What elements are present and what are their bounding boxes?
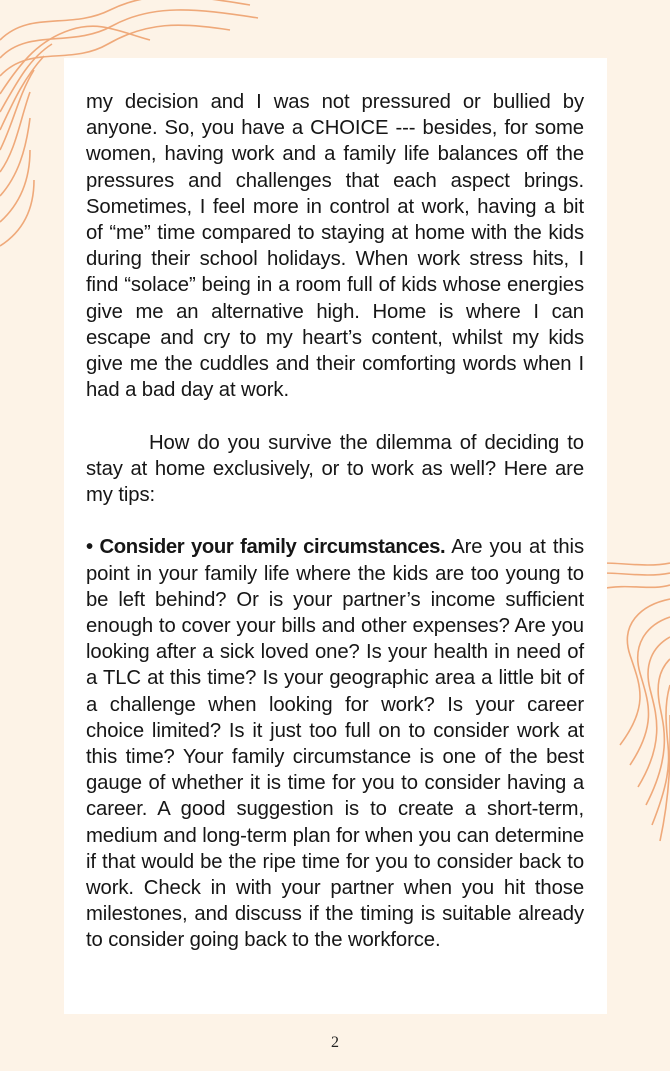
tip-body: Are you at this point in your family life where the kids are too young to be left behind? Or is your partner’s income sufficient enough to cover your bills and other expenses? Are you looking after a sick loved one? Is your health in need of a TLC at this time? Is your geographic area a little bit of a challenge when looking for work? Is your career choice limited? Is it just too full on to consider work at this time? Your family circumstance is one of the best gauge of whether it is time for you to consider having a career. A good suggestion is to create a short-term, medium and long-term plan for when you can determine if that would be the ripe time for you to consider back to work. Check in with your partner when you hit those milestones, and discuss if the timing is suitable already to consider going back to the workforce.	[86, 536, 584, 952]
page-content-panel	[64, 58, 607, 1014]
tip-heading: • Consider your family circumstances.	[86, 536, 446, 559]
tip-paragraph	[86, 534, 584, 953]
body-paragraph-1: my decision and I was not pressured or bullied by anyone. So, you have a CHOICE --- besides, for some women, having work and a family life balances off the pressures and challenges that each aspect brings. Sometimes, I feel more in control at work, having a bit of “me” time compared to staying at home with the kids during their school holidays. When work stress hits, I find “solace” being in a room full of kids whose energies give me an alternative high. Home is where I can escape and cry to my heart’s content, whilst my kids give me the cuddles and their comforting words when I had a bad day at work.	[86, 91, 584, 402]
page-number: 2	[331, 1034, 339, 1051]
body-paragraph-2: How do you survive the dilemma of deciding to stay at home exclusively, or to work as well? Here are my tips:	[86, 431, 584, 507]
